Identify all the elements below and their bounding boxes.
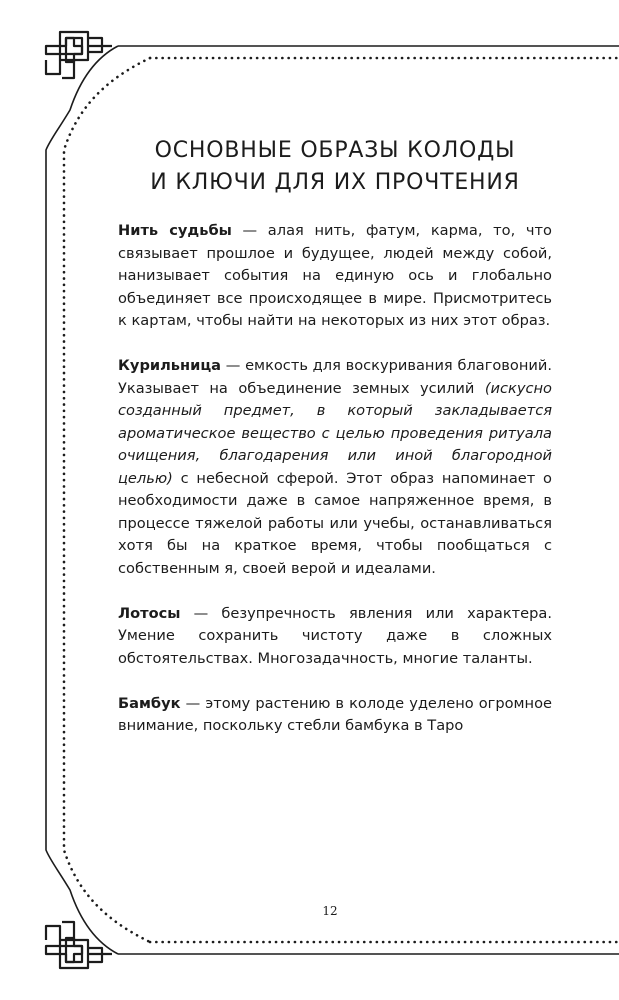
entry-paragraph-lotuses (118, 603, 552, 671)
page-title-line-1: ОСНОВНЫЕ ОБРАЗЫ КОЛОДЫ (154, 138, 516, 163)
article-body (118, 220, 552, 760)
entry-term: Лотосы (118, 604, 181, 622)
corner-knot-ornament-bottom (46, 922, 112, 968)
entry-text: — безупречность явления или характера. Умение сохранить чистоту даже в сложных обстоятельствах. Многозадачность, многие таланты. (118, 604, 552, 667)
entry-text: — емкость для воскуривания благовоний. Указывает на объединение земных усилий (118, 357, 552, 397)
entry-paragraph-incense-burner (118, 355, 552, 580)
entry-paragraph-thread-of-fate (118, 220, 552, 333)
entry-text: — этому растению в колоде уделено огромное внимание, поскольку стебли бамбука в Таро (118, 694, 552, 734)
entry-paragraph-bamboo (118, 693, 552, 738)
corner-knot-ornament-top (46, 32, 112, 78)
entry-term: Бамбук (118, 694, 181, 712)
entry-text: — алая нить, фатум, карма, то, что связывает прошлое и будущее, людей между собой, нанизывает события на единую ось и глобально объединяет все происходящее в мире. Присмотритесь к картам, чтобы найти на некоторых из них этот образ. (118, 222, 552, 329)
page-number: 12 (322, 904, 338, 918)
entry-term: Курильница (118, 357, 222, 374)
entry-term: Нить судьбы (118, 222, 232, 239)
page-title-line-2: И КЛЮЧИ ДЛЯ ИХ ПРОЧТЕНИЯ (150, 170, 520, 195)
page-title (100, 135, 570, 199)
entry-italic-note: (искусно созданный предмет, в который закладывается ароматическое вещество с целью проведения ритуала очищения, благодарения или иной благородной целью) (118, 379, 552, 487)
entry-text-continued: с небесной сферой. Этот образ напоминает о необходимости даже в самое напряженное время, в процессе тяжелой работы или учебы, останавливаться хотя бы на краткое время, чтобы пообщаться с собственным я, своей верой и идеалами. (118, 469, 552, 577)
